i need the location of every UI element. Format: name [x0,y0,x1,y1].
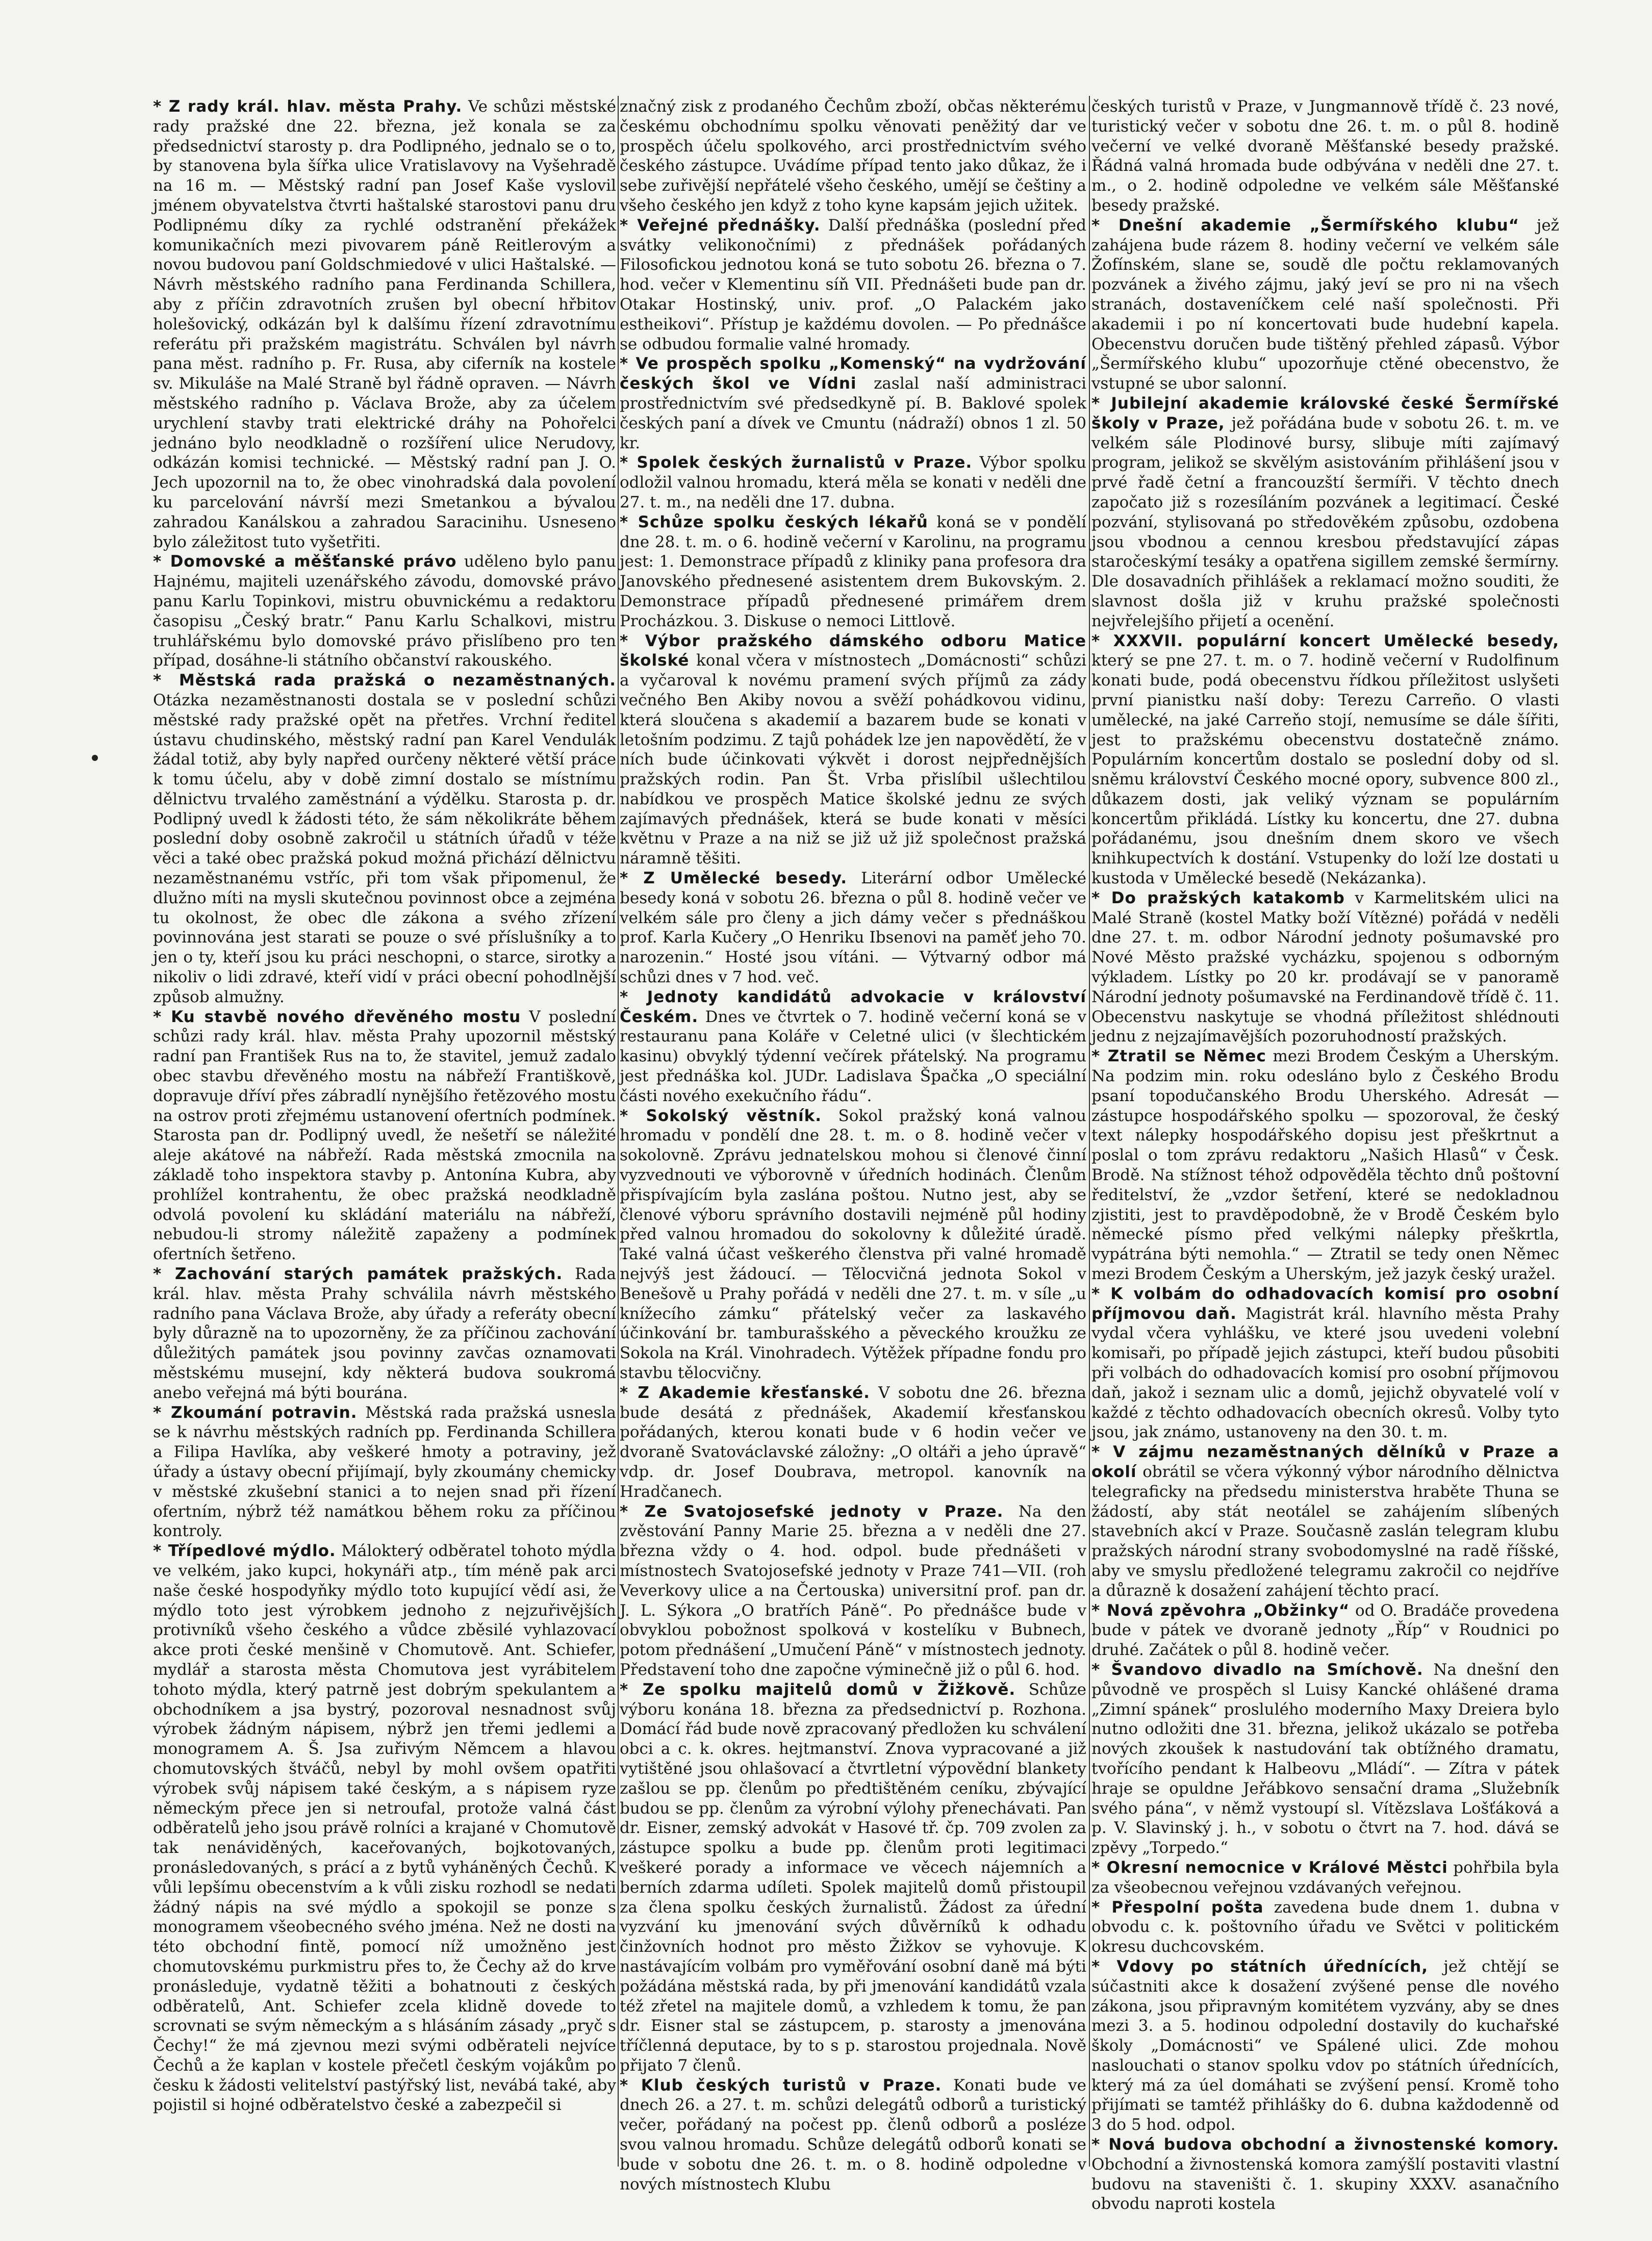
article [153,1541,616,2115]
article-heading: * Domovské a měšťanské právo [153,552,457,571]
article-text: Na dnešní den původně ve prospěch sl Luisy Kancké ohlášené drama „Zimní spánek“ proslulého moderního Maxy Dreiera bylo nutno odložiti dne 31. března, jelikož ukázalo se potřeba nových zkoušek k nastudování tak obtížného dramatu, tvořícího pendant k Halbeovu „Mládí“. — Zítra v pátek hraje se opuldne Jeřábkovo sensační drama „Služebník svého pána“, v němž vystoupí sl. Vítězslava Lošťáková a p. V. Slavinský j. h., v sobotu o čtvrt na 7. hod. dává se zpěvy „Torpedo.“ [1091,1660,1559,1857]
article-heading: * Z rady král. hlav. města Prahy. [153,97,463,116]
article-text: uděleno bylo panu Hajnému, majiteli uzenářského závodu, domovské právo panu Karlu Topinkovi, mistru obuvnickému a redaktoru časopisu „Český bratr.“ Panu Karlu Schalkovi, mistru truhlářskému bylo domovské právo přislíbeno pro ten případ, dosáhne-li státního občanství rakouského. [153,552,616,670]
article-text: Sokol pražský koná valnou hromadu v pondělí dne 28. t. m. o 8. hodině večer v sokolovně. Zprávu jednatelskou mohou si členové činní vyzvednouti ve výborovně v úředních hodinách. Členům přispívajícím byla zaslána poštou. Nutno jest, aby se členové výboru správního dostavili nejméně půl hodiny před valnou hromadou do sokolovny k důležité úradě. Také valná účast veškerého členstva při valné hromadě nejvýš jest žádoucí. — Tělocvičná jednota Sokol v Benešově u Prahy pořádá v neděli dne 27. t. m. v síle „u knížecího zámku“ přátelský večer za laskavého účinkování br. tamburašského a pěveckého kroužku ze Sokola na Král. Vinohradech. Výtěžek případne fondu pro stavbu tělocvičny. [620,1106,1086,1382]
article-text: jež chtějí se súčastniti akce k dosažení zvýšené pense dle nového zákona, jsou připravným komitétem vyzvány, aby se dnes mezi 3. a 5. hodinou odpolední dostavily do kuchařské školy „Domácnosti“ ve Spálené ulici. Zde mohou naslouchati o stanov spolku vdov po státních úřednících, který má za úel domáhati se zvýšení pensí. Kromě toho přijímati se tamtéž přihlášky do 6. dubna každodenně od 3 do 5 hod. odpol. [1091,1957,1559,2134]
column-2 [620,97,1087,2194]
article-text: Obchodní a živnostenská komora zamýšlí postaviti vlastní budovu na staveništi č. 1. skupiny XXXV. asanačního obvodu naproti kostela [1091,2155,1559,2213]
article-text: pohřbila byla za všeobecnou veřejnou vzdávaných veřejnou. [1091,1858,1560,1897]
article [1091,1898,1559,1957]
article [620,987,1086,1106]
article [153,1264,616,1403]
article-heading: * Zachování starých památek pražských. [153,1265,563,1284]
article-heading: * Nová budova obchodní a živnostenské komory. [1091,2135,1559,2154]
article-heading: * Městská rada pražská o nezaměstnaných. [153,671,616,690]
article-text: Výbor spolku odložil valnou hromadu, která měla se konati v neděli dne 27. t. m., na neděli dne 17. dubna. [620,453,1087,512]
article [153,1007,616,1264]
article [620,354,1086,453]
article [620,1383,1086,1502]
article-text: značný zisk z prodaného Čechům zboží, občas některému českému obchodnímu spolku věnovati peněžitý dar ve prospěch účelu spolkového, arci prostřednictvím svého českého zástupce. Uvádíme případ tento jako důkaz, že i sebe zuřivější nepřátelé všeho českého, umějí se češtiny a všeho českého jen když z toho kyne kapsám jejich užitek. [620,97,1086,215]
article [153,552,616,671]
article [153,97,616,552]
article-heading: * Okresní nemocnice v Králové Městci [1091,1858,1448,1877]
article [1091,1442,1559,1600]
article [620,1106,1086,1383]
article-text: Ve schůzi městské rady pražské dne 22. března, jež konala se za předsednictví starosty p. dra Podlipného, jednalo se o to, by stanovena byla šířka ulice Vratislavovy na Vyšehradě na 16 m. — Městský radní pan Josef Kaše vyslovil jménem obyvatelstva čtvrti haštalské starostovi panu dru Podlipnému díky za rychlé odstranění překážek komunikačních mezi pivovarem páně Reitlerovým a novou budovou paní Goldschmiedové v ulici Haštalské. — Návrh městského radního pana Ferdinanda Schillera, aby z příčin zdravotních zrušen byl obecní hřbitov holešovický, odkázán byl k dalšímu řízení zdravotnímu referátu při pražském magistrátu. Schválen byl návrh pana měst. radního p. Fr. Rusa, aby ciferník na kostele sv. Mikuláše na Malé Straně byl řádně opraven. — Návrh městského radního p. Václava Brože, aby za účelem urychlení stavby trati elektrické dráhy na Pohořelci jednáno bylo neodkladně o rozšíření ulice Nerudovy, odkázán komisi technické. — Městský radní pan J. O. Jech upozornil na to, že obec vinohradská dala povolení ku parcelování návrší mezi Smetankou a bývalou zahradou Kanálskou a zahradou Saracinihu. Usneseno bylo záležitost tuto vyšetřiti. [153,97,617,551]
article [620,631,1086,869]
margin-dot-mark [92,755,98,761]
article-heading: * Ve prospěch spolku „Komenský“ na vydržování českých škol ve Vídni [620,354,1086,393]
article [1091,1601,1559,1660]
article-heading: * Klub českých turistů v Praze. [620,2076,942,2095]
article-heading: * Třípedlové mýdlo. [153,1542,336,1561]
article-heading: * V zájmu nezaměstnaných dělníků v Praze a okolí [1091,1443,1559,1481]
article [1091,97,1559,216]
article-text: Otázka nezaměstnanosti dostala se v poslední schůzi městské rady pražské opět na přetřes. Vrchní ředitel ústavu chudinského, městský radní pan Karel Vendulák žádal totiž, aby byly napřed ourčeny některé větší práce k tomu účelu, aby v době zimní dostalo se místnímu dělnictvu trvalého zaměstnání a výdělku. Starosta p. dr. Podlipný uvedl k žádosti této, že sám několikráte během poslední doby osobně zakročil u státních úřadů v téže věci a také obec pražská pokud možná přichází dělnictvu nezaměstnanému vstříc, při tom však připomenul, že dlužno míti na mysli skutečnou povinnost obce a zejména tu okolnost, že obec dle zákona a svého zřízení povinnována jest starati se pouze o své příslušníky a to jen o ty, kteří jsou ku práci neschopni, o starce, sirotky a nikoliv o lidi zdravé, kteří vidí v práci obecní pohodlnější způsob almužny. [153,691,616,1006]
article-heading: * Výbor pražského dámského odboru Matice školské [620,631,1086,670]
article-text: Dnes ve čtvrtek o 7. hodině večerní koná se v restauranu pana Koláře v Celetné ulici (v šlechtickém kasinu) obvyklý týdenní večírek přátelský. Na programu jest přednáška kol. JUDr. Ladislava Špačka „O speciální části nového exekučního řádu“. [620,1007,1087,1105]
article-heading: * Ze Svatojosefské jednoty v Praze. [620,1502,1004,1521]
article-text: Magistrát král. hlavního města Prahy vydal včera vyhlášku, ve které jsou uvedeni volební komisaři, po případě jejich zástupci, kteří budou působiti při volbách do odhadovacích komisí pro osobní příjmovou daň, jakož i seznam ulic a domů, jejichž obyvatelé volí v každé z těchto odhadovacích obecních okresů. Volby tyto jsou, jak známo, ustanoveny na den 30. t. m. [1091,1304,1559,1442]
article [153,671,616,1007]
article-text: Schůze výboru konána 18. března za předsednictví p. Rozhona. Domácí řád bude nově zpracovaný předložen ku schválení obci a c. k. okres. hejtmanství. Znova vypracované a již vytištěné jsou ohlašovací a čtvrtletní výpovědní blankety zašlou se pp. členům po předtištěném ceníku, zbývající budou se pp. členům za výrobní výlohy přenechávati. Pan dr. Eisner, zemský advokát v Hasové tř. čp. 709 zvolen za zástupce spolku a bude pp. členům proti legitimaci veškeré porady a informace ve věcech nájemních a berních zdarma udíleti. Spolek majitelů domů přistoupil za člena spolku českých žurnalistů. Žádost za úřední vyzvání ku jmenování svých důvěrníků k odhadu činžovních hodnot pro město Žižkov se vyhovuje. K nastávajícím volbám pro vyměřování osobní daně má býti požádána městská rada, by při jmenování kandidátů vzala též zřetel na majitele domů, a vzhledem k tomu, že pan dr. Eisner stal se zástupcem, p. starosty a jmenována tříčlenná deputace, by to s p. starostou projednala. Nově přijato 7 členů. [620,1680,1086,2075]
article-heading: * Jubilejní akademie královské české Šermířské školy v Praze, [1091,394,1559,432]
article-heading: * K volbám do odhadovacích komisí pro osobní příjmovou daň. [1091,1284,1559,1323]
article-text: V poslední schůzi rady král. hlav. města Prahy upozornil městský radní pan František Rus na to, že stavitel, jemuž zadalo obec stavbu dřevěného mostu na nábřeží Františkově, dopravuje dříví přes zábradlí nynějšího řetězového mostu na ostrov proti zřejmému ustanovení ofertních podmínek. Starosta pan dr. Podlipný uvedl, že nešetří se náležité aleje akátové na nábřeží. Rada městská zmocnila na základě toho inspektora stavby p. Antonína Kubra, aby prohlížel kontrahentu, že obec pražská neodkladně odvolá povolení ku skládání materiálu na nábřeží, nebudou-li stromy náležitě zapaženy a podmínek ofertních šetřeno. [153,1007,616,1264]
article-heading: * Švandovo divadlo na Smíchově. [1091,1660,1424,1679]
article-text: zavedena bude dnem 1. dubna v obvodu c. k. poštovního úřadu ve Světci v politickém okresu duchcovském. [1091,1898,1559,1956]
article-text: jež zahájena bude rázem 8. hodiny večerní ve velkém sále Žofínském, slane se, soudě dle počtu reklamovaných pozvánek a živého zájmu, jaký jeví se pro ni na všech stranách, dostaveníčkem celé naší společnosti. Při akademii i po ní koncertovati bude hudební kapela. Obecenstvu doručen bude tištěný přehled zápasů. Výbor „Šermířského klubu“ upozorňuje ctěné obecenstvo, že vstupné se ubor salonní. [1091,216,1559,393]
article-heading: * Zkoumání potravin. [153,1403,358,1422]
article [1091,1858,1559,1898]
column-rule [618,96,619,2167]
column-rule [1089,96,1090,2167]
article-text: V sobotu dne 26. března bude desátá z přednášek, Akademií křesťanskou pořádaných, kterou konati bude v 6 hodin večer ve dvoraně Svatováclavské záložny: „O oltáři a jeho úpravě“ vdp. dr. Josef Doubrava, metropol. kanovník na Hradčanech. [620,1383,1086,1501]
article [620,513,1086,631]
article-text: v Karmelitském ulici na Malé Straně (kostel Matky boží Vítězné) pořádá v neděli dne 27. t. m. odbor Národní jednoty pošumavské pro Nové Město pražské vycházku, spojenou s odborným výkladem. Lístky po 20 kr. prodávají se v panoramě Národní jednoty pošumavské na Ferdinandově třídě č. 11. Obecenstvu naskytuje se vhodná příležitost shlédnouti jednu z nejzajímavějších pozoruhodností pražských. [1091,888,1559,1046]
article-text: Na den zvěstování Panny Marie 25. března a v neděli dne 27. března vždy o 4. hod. odpol. bude přednášeti v místnostech Svatojosefské jednoty v Praze 741—VII. (roh Veverkovy ulice a na Čertouska) universitní prof. pan dr. J. L. Sýkora „O bratřích Páně“. Po přednášce bude v obvyklou pobožnost spolková v kostelíku v Bubnech, potom přednášení „Umučení Páně“ v místnostech jednoty. Představení toho dne započne výminečně již o půl 6. hod. [620,1502,1087,1679]
article [1091,216,1559,394]
article [1091,1284,1559,1442]
article-text: Konati bude ve dnech 26. a 27. t. m. schůzi delegátů odborů a turistický večer, pořádaný na počest pp. členů odborů a posléze svou valnou hromadu. Schůze delegátů odborů konati se bude v sobotu dne 26. t. m. o 8. hodině odpoledne v nových místnostech Klubu [620,2076,1086,2194]
article [620,2076,1086,2195]
article [153,1403,616,1542]
article-text: který se pne 27. t. m. o 7. hodině večerní v Rudolfinum konati bude, podá obecenstvu řídkou příležitost uslyšeti první pianistku naší doby: Terezu Carreño. O vlasti umělecké, na jaké Carreňo stojí, nemusíme se dále šířiti, jest to pražskému obecenstvu dostatečně známo. Populárním koncertům dostalo se poslední doby od sl. sněmu království Českého mocné opory, subvence 800 zl., důkazem dosti, jak veliký význam se populárním koncertům přikládá. Lístky ku koncertu, dne 27. dubna pořádanému, jsou dnešním dnem skoro ve všech knihkupectvích k dostání. Vstupenky do loží lze dostati u kustoda v Umělecké besedě (Nekázanka). [1091,651,1559,888]
article-heading: * XXXVII. populární koncert Umělecké besedy, [1091,631,1559,650]
article-heading: * Z Umělecké besedy. [620,869,848,888]
article-heading: * Do pražských katakomb [1091,888,1345,907]
article [1091,1660,1559,1858]
article [620,1680,1086,2076]
article-heading: * Spolek českých žurnalistů v Praze. [620,453,973,472]
column-3 [1091,97,1560,2213]
article [620,216,1086,354]
article-heading: * Přespolní pošta [1091,1898,1264,1917]
article [620,1502,1086,1680]
article-text: Literární odbor Umělecké besedy koná v sobotu 26. března o půl 8. hodině večer ve velkém sále pro členy a jich dámy večer s přednáškou prof. Karla Kučery „O Henriku Ibsenovi na paměť jeho 70. narozenin.“ Hosté jsou vítáni. — Výtvarný odbor má schůzi dnes v 7 hod. več. [620,869,1086,987]
article-text: jež pořádána bude v sobotu 26. t. m. ve velkém sále Plodinové bursy, slibuje míti zajímavý program, jelikož se skvělým asistováním přihlášení jsou v prvé řadě četní a francouzští šermíři. V těchto dnech započato již s rozesíláním pozvánek a legitimací. České pozvání, stylisovaná po středověkém způsobu, ozdobena jsou vbodnou a cennou kresbou představující zápas staročeskýmí tesáky a opatřena sigillem zemské šermírny. Dle dosavadních přihlášek a reklamací možno souditi, že slavnost došla již v kruhu pražské společnosti nejvřelejšího přijetí a ocenění. [1091,414,1559,630]
article-text: Další přednáška (poslední před svátky velikonočními) z přednášek pořádaných Filosofickou jednotou koná se tuto sobotu 26. března o 7. hod. večer v Klementinu síň VII. Přednášeti bude pan dr. Otakar Hostinský, univ. prof. „O Palackém jako estheikovi“. Přístup je každému dovolen. — Po přednášce se odbudou formalie valné hromady. [620,216,1086,353]
article-heading: * Ztratil se Němec [1091,1047,1266,1066]
article-heading: * Jednoty kandidátů advokacie v království Českém. [620,987,1086,1026]
article-text: mezi Brodem Českým a Uherským. Na podzim min. roku odesláno bylo z Českého Brodu psaní topodučanského Brodu Uherského. Adresát — zástupce hospodářského spolku — spozoroval, že český text nálepky hospodářského dopisu jest přeškrtnut a poslal o tom zprávu redaktoru „Našich Hlasů“ v Česk. Brodě. Na stížnost téhož odpověděla těchto dnů poštovní ředitelství, že „vzdor šetření, které se nedokladnou zjistiti, jest to pravděpodobně, že v Brodě Českém bylo německé písmo před velkými nálepky přeškrtla, vypátrána býti nemohla.“ — Ztratil se tedy onen Němec mezi Brodem Českým a Uherským, jež jazyk český uražel. [1091,1047,1559,1284]
article [620,869,1086,987]
article-heading: * Ze spolku majitelů domů v Žižkově. [620,1680,1016,1699]
article-text: koná se v pondělí dne 28. t. m. o 6. hodině večerní v Karolinu, na programu jest: 1. Demonstrace případů z kliniky pana profesora dra Janovského přednesené asistentem drem Bukovským. 2. Demonstrace případů přednesené primářem drem Procházkou. 3. Diskuse o nemoci Littlově. [620,513,1086,630]
article [620,453,1086,512]
column-1 [153,97,616,2168]
article [620,97,1086,216]
article-heading: * Schůze spolku českých lékařů [620,513,928,531]
article-text: Rada král. hlav. města Prahy schválila návrh městského radního pana Václava Brože, aby úřady a referáty obecní byly důrazně na to upozorněny, že za příčinou zachování důležitých památek jsou povinny zavčas oznamovati městskému musejní, kdy některá budova soukromá anebo veřejná má býti bourána. [153,1265,617,1402]
article-heading: * Veřejné přednášky. [620,216,821,235]
article-heading: * Z Akademie křesťanské. [620,1383,870,1402]
article-text: konal včera v místnostech „Domácnosti“ schůzi a vyčaroval k novému pramení svých příjmů za zády večného Ben Akiby novou a svěží pohádkovou vidinu, která sloučena s akademií a bazarem bude se konati v letošním podzimu. Z tajů pohádek lze jen napovědětí, že v ních bude účinkovati výkvět i dorost nejpřednějších pražských rodin. Pan Št. Vrba přislíbil ušlechtilou nabídkou ve prospěch Matice školské jednu ze svých zajímavých přednášek, která se bude konati v měsíci květnu v Praze a na niž se již už již společnost pražská náramně těšiti. [620,651,1086,868]
article-heading: * Sokolský věstník. [620,1106,822,1125]
article-text: Městská rada pražská usnesla se k návrhu městských radních pp. Ferdinanda Schillera a Filipa Havlíka, aby veškeré hmoty a potraviny, jež úřady a ústavy obecní přijímají, byly zkoumány chemicky v městské zkušební stanici a to nejen snad při řízení ofertním, nýbrž též namátkou během roku za příčinou kontroly. [153,1403,616,1541]
article-heading: * Ku stavbě nového dřevěného mostu [153,1007,521,1026]
article-text: českých turistů v Praze, v Jungmannově třídě č. 23 nové, turistický večer v sobotu dne 26. t. m. o půl 8. hodině večerní ve velké dvoraně Měšťanské besedy pražské. Řádná valná hromada bude odbývána v neděli dne 27. t. m., o 2. hodině odpoledne ve velkém sále Měšťanské besedy pražské. [1091,97,1559,215]
article [1091,394,1559,631]
article-text: od O. Bradáče provedena bude v pátek ve dvoraně jednoty „Říp“ v Roudnici po druhé. Začátek o půl 8. hodině večer. [1091,1601,1559,1660]
article-text: zaslal naší administraci prostřednictvím své předsedkyně pí. B. Baklové spolek českých paní a dívek ve Cmuntu (nádraží) obnos 1 zl. 50 kr. [620,374,1086,452]
article [1091,1047,1559,1284]
article [1091,2135,1559,2214]
article [1091,631,1559,888]
article [1091,1957,1559,2135]
article-heading: * Dnešní akademie „Šermířského klubu“ [1091,216,1520,235]
article [1091,888,1559,1047]
article-heading: * Nová zpěvohra „Obžinky“ [1091,1601,1350,1620]
article-text: Málokterý odběratel tohoto mýdla ve velkém, jako kupci, hokynáři atp., tím méně pak arci naše české hospodyňky mýdlo toto kupující vědí asi, že mýdlo toto jest výrobkem jednoho z nejzuřivějších protivníků všeho českého a vůdce zběsilé vyhlazovací akce proti české menšině v Chomutově. Ant. Schiefer, mydlář a starosta města Chomutova jest vyrábitelem tohoto mýdla, který patrně jest dobrým spekulantem a obchodníkem a jsa bystrý, pozoroval nesnadnost svůj výrobek žádným nápisem, nýbrž jen třemi jedlemi a monogramem A. Š. Jsa zuřivým Němcem a hlavou chomutovských štváčů, nebyl by mohl ovšem opatřiti výrobek svůj nápisem také českým, a s nápisem ryze německým přece jen si netroufal, protože valná část odběratelů jeho jsou právě rolníci a krajané v Chomutově tak nenáviděných, kaceřovaných, bojkotovaných, pronásledovaných, s prácí a z bytů vyháněných Čechů. K vůli lepšímu obecenstvím a k vůli zisku rozhodl se nedati žádný nápis na své mýdlo a spokojil se ponze s monogramem všeobecného svého jména. Než ne dosti na této obchodní fintě, pomocí níž umožněno jest chomutovskému purkmistru přes to, že Čechy až do krve pronásleduje, vydatně těžiti a bohatnouti z českých odběratelů, Ant. Schiefer zcela klidně dovede to scrovnati se svým německým a s hlásáním zásady „pryč s Čechy!“ že má zjevnou mezi svými odběrateli nejvíce Čechů a že kaplan v kostele přečetl českým vojákům po česku k žádosti velitelství pastýřský list, nevábá také, aby pojistil si hojné odběratelstvo české a zabezpečil si [153,1542,616,2115]
article-text: obrátil se včera výkonný výbor národního dělnictva telegraficky na předsedu ministerstva hraběte Thuna se žádostí, aby stát neotálel se zahájením slíbených stavebních akcí v Praze. Současně zaslán telegram klubu pražských národní strany svobodomyslné na radě říšské, aby ve smyslu předložené telegramu zakročil co nejdříve a důrazně k dosažení zahájení těchto prací. [1091,1462,1559,1600]
article-heading: * Vdovy po státních úřednících, [1091,1957,1429,1976]
